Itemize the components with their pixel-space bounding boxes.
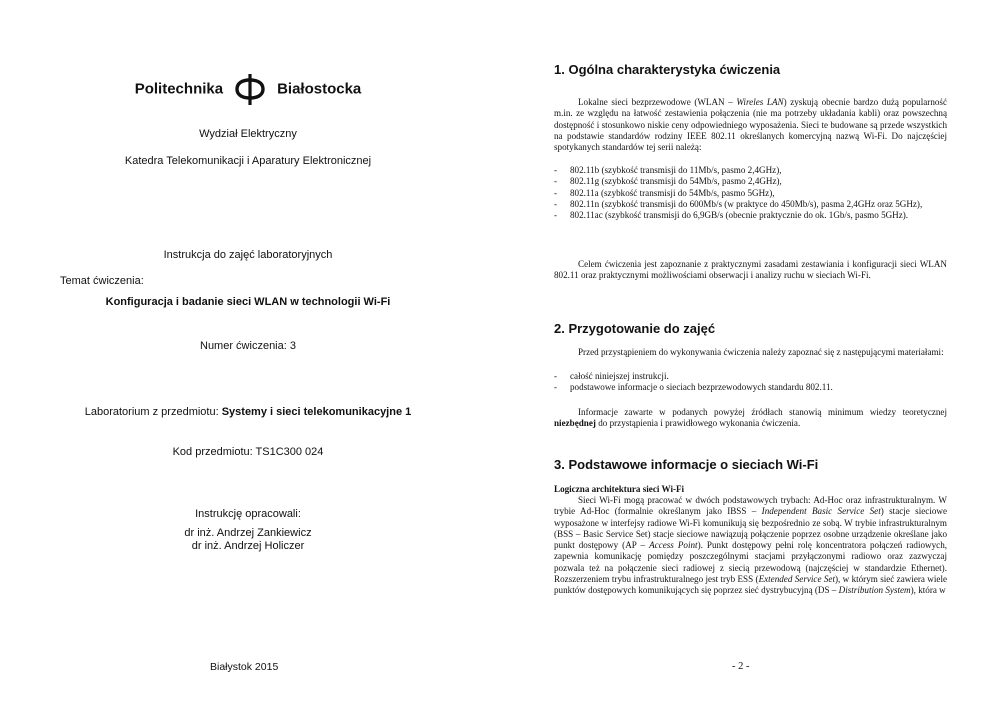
s1-p2-text: Celem ćwiczenia jest zapoznanie z praktycznymi zasadami zestawiania i konfiguracji sieci WLAN 802.11 oraz praktycznymi możliwościami obserwacji i analizy ruchu w sieciach Wi-Fi. (554, 259, 947, 281)
exercise-topic: Konfiguracja i badanie sieci WLAN w technologii Wi-Fi (105, 296, 391, 308)
s2-p2-text-b: do przystąpienia i prawidłowego wykonania ćwiczenia. (595, 418, 801, 429)
section-1-heading: 1. Ogólna charakterystyka ćwiczenia (554, 62, 781, 77)
list-item: - 802.11g (szybkość transmisji do 54Mb/s, pasmo 2,4GHz), (554, 176, 782, 187)
university-header (0, 72, 496, 106)
section-1-paragraph-1 (554, 97, 947, 153)
s3-emphasis-2: Access Point (649, 540, 698, 551)
list-item: - 802.11a (szybkość transmisji do 54Mb/s, pasmo 5GHz), (554, 187, 775, 198)
section-2-paragraph-2 (554, 407, 947, 430)
exercise-number: Numer ćwiczenia: 3 (200, 340, 296, 352)
list-item: - 802.11ac (szybkość transmisji do 6,9GB/s (obecnie praktycznie do ok. 1Gb/s, pasmo 5GHz). (554, 210, 909, 221)
authors-label: Instrukcję opracowali: (195, 508, 301, 520)
topic-label: Temat ćwiczenia: (60, 275, 144, 287)
s1-p1-text-b: ) zyskują obecnie bardzo dużą popularność m.in. ze względu na łatwość zestawienia połączenia (nie ma potrzeby układania kabli) oraz powszechną dostępność i stosunkowo niskie ceny odpowiedniego wyposażenia. Sieci te budowane są przede wszystkich na podstawie standardów rodziny IEEE 802.11 określanych komercyjną nazwą Wi-Fi. Do najczęściej spotykanych standardów tej serii należą: (554, 97, 947, 153)
list-item-text: 802.11b (szybkość transmisji do 11Mb/s, pasmo 2,4GHz), (570, 165, 782, 175)
s3-text-1: Sieci Wi-Fi mogą pracować w dwóch podstawowych trybach: Ad-Hoc oraz infrastrukturalnym. W trybie Ad-Hoc (formalnie określanym jako IBSS – (554, 495, 947, 517)
course-code: Kod przedmiotu: TS1C300 024 (172, 446, 324, 458)
university-name-left: Politechnika (134, 80, 224, 98)
s3-emphasis-3: Extended Service Set (758, 574, 835, 585)
list-item-text: całość niniejszej instrukcji. (570, 371, 669, 381)
lab-subject-prefix: Laboratorium z przedmiotu: (84, 406, 222, 418)
section-2-materials-list (554, 371, 947, 394)
page-number: - 2 - (732, 661, 750, 672)
lab-subject-line (0, 406, 496, 418)
list-item: - 802.11n (szybkość transmisji do 600Mb/s (w praktyce do 450Mb/s), pasma 2,4GHz oraz 5GHz), (554, 198, 923, 209)
section-3-heading: 3. Podstawowe informacje o sieciach Wi-Fi (554, 457, 819, 472)
s2-p2-text-a: Informacje zawarte w podanych powyżej źródłach stanowią minimum wiedzy teoretycznej (578, 407, 947, 417)
section-1-standards-list (554, 165, 947, 221)
author-1: dr inż. Andrzej Zankiewicz (184, 527, 312, 539)
list-item-text: 802.11ac (szybkość transmisji do 6,9GB/s (obecnie praktycznie do ok. 1Gb/s, pasmo 5GHz). (570, 210, 909, 221)
section-3-subheading: Logiczna architektura sieci Wi-Fi (554, 484, 685, 494)
university-logo-icon (233, 72, 267, 106)
content-page (496, 0, 992, 701)
lab-subject-name: Systemy i sieci telekomunikacyjne 1 (221, 406, 412, 418)
s3-text-5: ), która w (910, 585, 946, 596)
section-3-paragraph-1 (554, 495, 947, 597)
s2-p2-bold: niezbędnej (554, 418, 596, 429)
list-item: - 802.11b (szybkość transmisji do 11Mb/s, pasmo 2,4GHz), (554, 165, 782, 175)
s3-text-2: ) stacje sieciowe wyposażone w interfejsy radiowe Wi-Fi komunikują się bezpośrednio ze sobą. W trybie infrastrukturalnym (BSS – Basic Service Set) stacje sieciowe nawiązują połączenie poprzez osobne urządzenie określane jako punkt dostępowy (AP – (554, 506, 947, 551)
faculty-name: Wydział Elektryczny (199, 128, 297, 140)
author-2: dr inż. Andrzej Holiczer (191, 540, 305, 552)
instruction-title: Instrukcja do zajęć laboratoryjnych (163, 249, 333, 261)
s3-text-4: ), w którym sieć zawiera wiele punktów dostępowych komunikujących się poprzez sieć dystrybucyjną (DS – (554, 574, 948, 596)
list-item-text: 802.11g (szybkość transmisji do 54Mb/s, pasmo 2,4GHz), (570, 176, 782, 187)
s2-p1-text: Przed przystąpieniem do wykonywania ćwiczenia należy zapoznać się z następującymi materiałami: (578, 347, 944, 357)
list-item: - podstawowe informacje o sieciach bezprzewodowych standardu 802.11. (554, 382, 833, 393)
s3-emphasis-1: Independent Basic Service Set (761, 506, 881, 517)
section-2-paragraph-1 (554, 347, 947, 358)
section-1-paragraph-2 (554, 259, 947, 282)
department-name: Katedra Telekomunikacji i Aparatury Elektronicznej (124, 155, 372, 167)
list-item: - całość niniejszej instrukcji. (554, 371, 669, 381)
s3-emphasis-4: Distribution System (838, 585, 911, 596)
s1-p1-text-a: Lokalne sieci bezprzewodowe (WLAN – (578, 97, 737, 107)
list-item-text: 802.11a (szybkość transmisji do 54Mb/s, pasmo 5GHz), (570, 187, 775, 198)
section-2-heading: 2. Przygotowanie do zajęć (554, 321, 716, 336)
list-item-text: 802.11n (szybkość transmisji do 600Mb/s (w praktyce do 450Mb/s), pasma 2,4GHz oraz 5GHz), (570, 198, 923, 209)
s1-p1-emphasis: Wireles LAN (736, 97, 784, 107)
list-item-text: podstawowe informacje o sieciach bezprzewodowych standardu 802.11. (570, 382, 833, 393)
s3-text-3: ). Punkt dostępowy pełni rolę koncentratora połączeń radiowych, zapewnia komunikację pomiędzy poszczególnymi stacjami przyłączonymi radiowo oraz zazwyczaj pozwala też na połączenie sieci radiowej z siecią przewodową (najczęściej w standardzie Ethernet). Rozszerzeniem trybu infrastrukturalnego jest tryb ESS ( (554, 540, 948, 585)
university-name-right: Białostocka (277, 80, 362, 98)
left-page-footer: Białystok 2015 (210, 661, 279, 673)
